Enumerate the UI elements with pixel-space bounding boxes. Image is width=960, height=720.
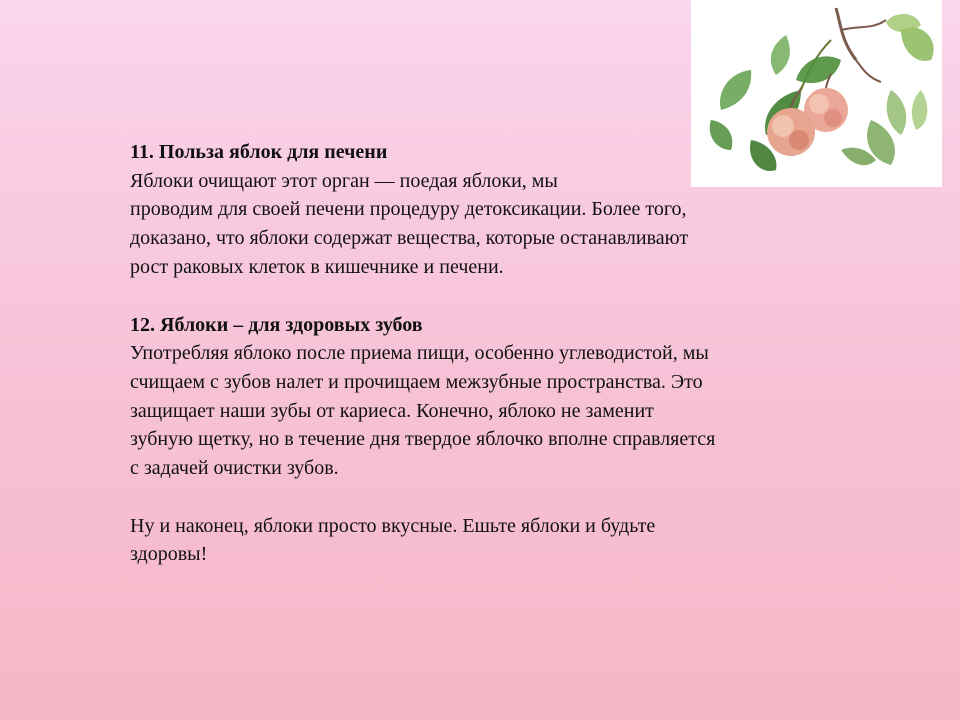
body-line: зубную щетку, но в течение дня твердое яблочко вполне справляется xyxy=(130,428,716,451)
apple-branch-illustration xyxy=(691,0,942,187)
apple-branch-icon xyxy=(691,0,942,187)
section-body xyxy=(130,339,838,483)
body-line: рост раковых клеток в кишечнике и печени. xyxy=(130,255,504,278)
body-line: с задачей очистки зубов. xyxy=(130,457,339,480)
section-conclusion xyxy=(130,512,838,569)
text-block xyxy=(130,138,838,569)
body-line: Яблоки очищают этот орган — поедая яблоки, мы xyxy=(130,169,558,192)
body-line: защищает наши зубы от кариеса. Конечно, яблоко не заменит xyxy=(130,399,654,422)
body-line: Ну и наконец, яблоки просто вкусные. Ешьте яблоки и будьте xyxy=(130,514,656,537)
body-line: счищаем с зубов налет и прочищаем межзубные пространства. Это xyxy=(130,370,703,393)
section-teeth xyxy=(130,311,838,483)
section-heading: 12. Яблоки – для здоровых зубов xyxy=(130,313,423,336)
body-line: здоровы! xyxy=(130,543,208,566)
body-line: Употребляя яблоко после приема пищи, особенно углеводистой, мы xyxy=(130,342,709,365)
section-heading: 11. Польза яблок для печени xyxy=(130,141,388,163)
body-line: доказано, что яблоки содержат вещества, которые останавливают xyxy=(130,227,689,250)
body-line: проводим для своей печени процедуру детоксикации. Более того, xyxy=(130,198,687,221)
